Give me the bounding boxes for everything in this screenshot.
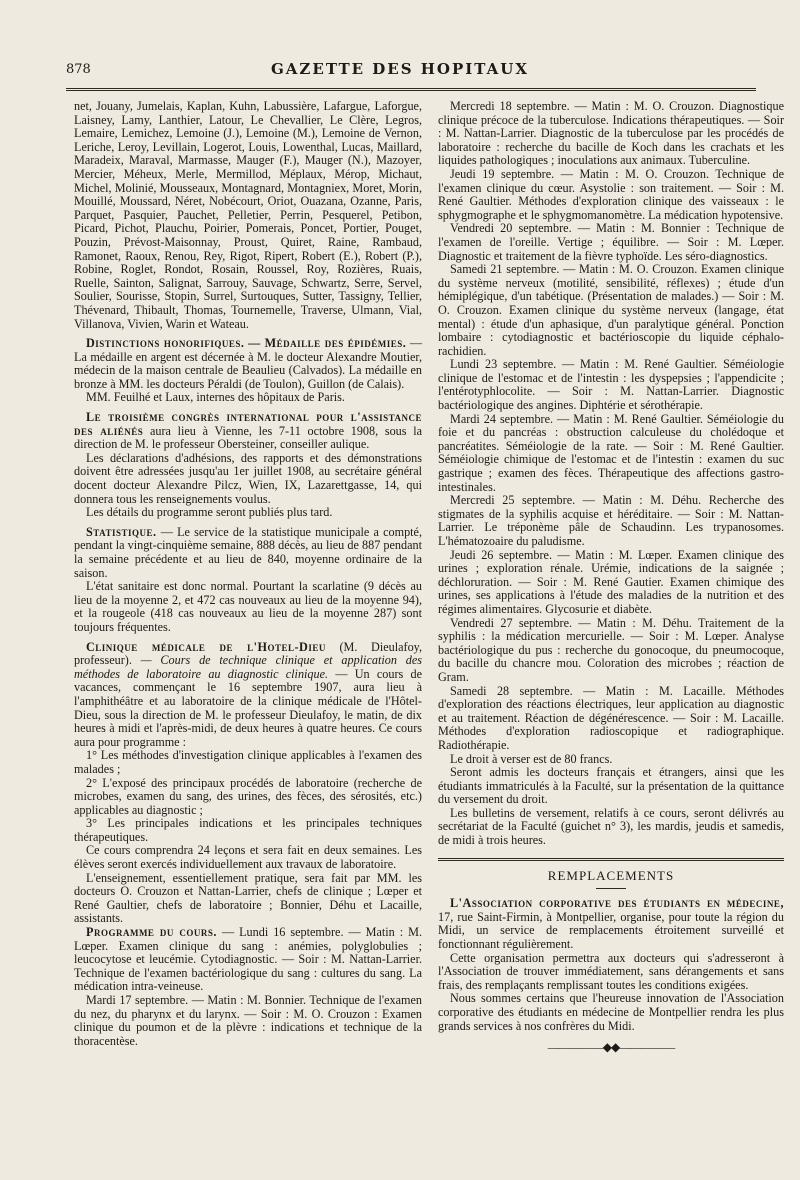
programme-samedi-21: Samedi 21 septembre. — Matin : M. O. Crouzon. Examen clinique du système nerveux (motilité, sensibilité, réflexes) ; étude d'un hémiplégique, d'un tabétique. (Présentation de malades.) — Soir : M. O. Crouzon. Examen clinique du système nerveux (langage, état mental) : étude d'un aphasique, d'un paralytique général. Ponction lombaire : cytodiagnostic et bactérioscopie du liquide céphalo-rachidien. xyxy=(438,262,784,358)
header-rule xyxy=(66,88,756,91)
page-number: 878 xyxy=(66,62,91,77)
clinique-heading: Clinique médicale de l'Hotel-Dieu xyxy=(86,639,326,654)
ornament-divider: —————◆◆————— xyxy=(547,1040,675,1055)
programme-mardi-24: Mardi 24 septembre. — Matin : M. René Gaultier. Séméiologie du foie et du pancréas : obstruction calculeuse du cholédoque et pancréatites. Séméiologie de la rate. — Soir : M. René Gaultier. Séméiologie chimique de l'estomac et de l'intestin : examen du suc gastrique ; examen des fèces. Thérapeutique des affections gastro-intestinales. xyxy=(438,411,784,494)
short-rule xyxy=(596,888,626,889)
programme-lundi-text: — Lundi 16 septembre. — Matin : M. Lœper. Examen clinique du sang : anémies, polyglobulies ; leucocytose et leucémie. Cytodiagnostic. — Soir : M. Nattan-Larrier. Technique de l'examen bactériologique du sang : cultures du sang. La médication intra-veineuse. xyxy=(74,925,422,994)
congres-text: aura lieu à Vienne, les 7-11 octobre 1908, sous la direction de M. le professeur Obersteiner, conseiller aulique. xyxy=(74,423,423,452)
remplacements-text2: Cette organisation permettra aux docteurs qui s'adresseront à l'Association de trouver immédiatement, sans dérangements et sans frais, des remplaçants remplissant toutes les conditions exigées. xyxy=(438,950,784,992)
programme-mercredi-18: Mercredi 18 septembre. — Matin : M. O. Crouzon. Diagnostique clinique précoce de la tuberculose. Indications thérapeutiques. — Soir : M. Nattan-Larrier. Diagnostic de la tuberculose par les procédés de laboratoire : recherche du bacille de Koch dans les crachats et les liquides pathologiques ; inoculations aux animaux. Tuberculine. xyxy=(438,99,784,168)
distinctions-heading: Distinctions honorifiques. xyxy=(86,336,245,351)
clinique-text3: L'enseignement, essentiellement pratique, sera fait par MM. les docteurs O. Crouzon et Nattan-Larrier, chefs de clinique ; Lœper et René Gaultier, chefs de laboratoire ; Bonnier, Déhu et Lacaille, assistants. xyxy=(74,870,422,926)
section-rule xyxy=(438,858,784,861)
programme-mercredi-25: Mercredi 25 septembre. — Matin : M. Déhu. Recherche des stigmates de la syphilis acquise et héréditaire. — Soir : M. Nattan-Larrier. Le tréponème pâle de Schaudinn. Les trypanosomes. L'hématozoaire du paludisme. xyxy=(438,493,784,548)
congres-text3: Les détails du programme seront publiés plus tard. xyxy=(86,505,333,520)
clinique-paragraph xyxy=(74,641,422,750)
congres-text2: Les déclarations d'adhésions, des rapports et des démonstrations doivent être adressées jusqu'au 1er juillet 1908, au secrétaire général docent docteur Alexandre Pilcz, Wien, IX, Lazarettgasse, 14, qui donnera tous les renseignements voulus. xyxy=(74,450,422,506)
distinctions-text: — La médaille en argent est décernée à M. le docteur Alexandre Moutier, médecin de la maison centrale de Beaulieu (Calvados). La médaille en bronze à MM. les docteurs Péraldi (de Toulon), Guillon (de Calais). xyxy=(74,336,422,391)
admission-paragraph: Seront admis les docteurs français et étrangers, ainsi que les étudiants immatriculés à la Faculté, sur la présentation de la quittance du versement du droit. xyxy=(438,765,784,807)
names-list: net, Jouany, Jumelais, Kaplan, Kuhn, Labussière, Lafargue, Laforgue, Laisney, Lamy, Lanthier, Latour, Le Chevallier, Le Clère, Legros, Lemaire, Lemichez, Lemoine (J.), Lemoine (M.), Lemoine de Vernon, Leriche, Leroy, Levillain, Logerot, Louis, Lowenthal, Lucas, Maillard, Maradeix, Maraval, Marmasse, Mauger (F.), Mauger (N.), Mazoyer, Mercier, Méheux, Merle, Mermillod, Méplaux, Mérop, Michaut, Michel, Molinié, Mousseaux, Montagnard, Montagniex, Moret, Morin, Mouillé, Moussard, Néret, Nobécourt, Oriot, Ouazana, Ozanne, Paris, Parquet, Pasquier, Pauchet, Pelletier, Perrin, Pesquerel, Petibon, Picard, Pichot, Plauchu, Poirier, Pomerais, Poncet, Portier, Pouget, Pouzin, Prévost-Maisonnay, Proust, Quiret, Raine, Rambaud, Ramonet, Raoux, Renou, Rey, Rigot, Ripert, Robert (E.), Robert (P.), Robine, Roglet, Rondot, Rosain, Roussel, Roy, Rozières, Ruais, Ruelle, Sainton, Salignat, Sarrouy, Sauvage, Schwartz, Serre, Servel, Soulier, Sourisse, Stopin, Surrel, Surtouques, Sutter, Tassigny, Tellier, Thévenard, Thibault, Thomas, Tournemelle, Traverse, Ulmann, Vial, Villanova, Vivien, Warin et Wateau. xyxy=(74,99,422,331)
clinique-author: (M. Dieulafoy, professeur). xyxy=(74,639,423,668)
clinique-text2: Ce cours comprendra 24 leçons et sera fait en deux semaines. Les élèves seront exercés individuellement aux travaux de laboratoire. xyxy=(74,843,422,872)
journal-title: GAZETTE DES HOPITAUX xyxy=(270,60,529,78)
clinique-item3: 3° Les principales indications et les principales techniques thérapeutiques. xyxy=(74,816,422,844)
distinctions-paragraph xyxy=(74,337,422,391)
statistique-heading: Statistique. xyxy=(86,524,157,539)
congres-heading: Le troisième congrès international pour l'assistance des aliénés xyxy=(74,410,422,438)
programme-samedi-28: Samedi 28 septembre. — Matin : M. Lacaille. Méthodes d'exploration des réactions électriques, leur application au diagnostic et au traitement. Réaction de dégénérescence. — Soir : M. Lacaille. Méthodes d'exploration radioscopique et radiographique. Radiothérapie. xyxy=(438,683,784,752)
statistique-text: — Le service de la statistique municipale a compté, pendant la vingt-cinquième semaine, 888 décès, au lieu de 887 pendant la semaine précédente et au lieu de 840, moyenne ordinaire de la saison. xyxy=(74,524,423,580)
fee-paragraph: Le droit à verser est de 80 francs. xyxy=(450,751,613,766)
programme-jeudi-26: Jeudi 26 septembre. — Matin : M. Lœper. Examen clinique des urines ; exploration rénale. Urémie, indications de la saignée ; déchloruration. — Soir : M. René Gautier. Examen chimique des urines, ses applications à l'étude des maladies de la nutrition et des régimes alimentaires. Glycosurie et diabète. xyxy=(438,547,784,616)
statistique-paragraph xyxy=(74,526,422,580)
association-text: 17, rue Saint-Firmin, à Montpellier, organise, pour toute la région du Midi, un service de remplacements étroitement surveillé et fonctionnant régulièrement. xyxy=(438,909,784,952)
clinique-item1: 1° Les méthodes d'investigation clinique applicables à l'examen des malades ; xyxy=(74,748,422,776)
programme-lundi xyxy=(74,926,422,994)
programme-vendredi-20: Vendredi 20 septembre. — Matin : M. Bonnier : Technique de l'examen de l'oreille. Vertige ; équilibre. — Soir : M. Lœper. Diagnostic et traitement de la fièvre typhoïde. Les séro-diagnostics. xyxy=(438,221,784,263)
remplacements-heading: REMPLACEMENTS xyxy=(547,867,675,883)
remplacements-text3: Nous sommes certains que l'heureuse innovation de l'Association corporative des étudiants en médecine de Montpellier rendra les plus grands services à nos confrères du Midi. xyxy=(438,991,784,1033)
right-column xyxy=(438,100,784,1055)
programme-lundi-23: Lundi 23 septembre. — Matin : M. René Gaultier. Séméiologie clinique de l'estomac et de l'intestin : les dyspepsies ; l'appendicite ; l'entérotyphlocolite. — Soir : M. Nattan-Larrier. Diagnostic bactériologique des angines. Diphtérie et sérothérapie. xyxy=(438,357,784,413)
statistique-text2: L'état sanitaire est donc normal. Pourtant la scarlatine (9 décès au lieu de la moyenne 2, et 472 cas nouveaux au lieu de la moyenne 94), et la rougeole (418 cas nouveaux au lieu de la moyenne 287) sont toujours fréquentes. xyxy=(74,579,422,634)
bulletins-paragraph: Les bulletins de versement, relatifs à ce cours, seront délivrés au secrétariat de la Faculté (guichet n° 3), les mardis, jeudis et samedis, de midi à trois heures. xyxy=(438,805,784,848)
clinique-item2: 2° L'exposé des principaux procédés de laboratoire (recherche de microbes, examen du sang, des urines, des fèces, des sérosités, etc.) applicables au diagnostic ; xyxy=(74,775,422,817)
programme-mardi: Mardi 17 septembre. — Matin : M. Bonnier. Technique de l'examen du nez, du pharynx et du larynx. — Soir : M. O. Crouzon : Examen clinique du poumon et de la plèvre : indications et technique de la thoracentèse. xyxy=(74,993,422,1048)
association-heading: L'Association corporative des étudiants en médecine, xyxy=(450,896,784,911)
clinique-course-title: — Cours de technique clinique et application des méthodes de laboratoire au diagnostic clinique. xyxy=(74,653,423,681)
congres-paragraph xyxy=(74,411,422,452)
programme-vendredi-27: Vendredi 27 septembre. — Matin : M. Déhu. Traitement de la syphilis : la médication mercurielle. — Soir : M. Lœper. Analyse bactériologique du pus : recherche du gonocoque, du pneumocoque, du bacille du chancre mou. Coloration des microbes ; réaction de Gram. xyxy=(438,615,784,684)
left-column xyxy=(74,100,422,1048)
distinctions-text2: MM. Feuilhé et Laux, internes des hôpitaux de Paris. xyxy=(86,390,345,405)
programme-label: Programme du cours. xyxy=(86,925,217,940)
distinctions-subheading: — Médaille des épidémies. xyxy=(247,336,407,351)
association-paragraph xyxy=(438,897,784,951)
programme-jeudi-19: Jeudi 19 septembre. — Matin : M. O. Crouzon. Technique de l'examen clinique du cœur. Asystolie : son traitement. — Soir : M. René Gaultier. Méthodes d'exploration clinique des vaisseaux : le sphygmographe et le sphygmomanomètre. La médication hypotensive. xyxy=(438,166,784,222)
clinique-text: — Un cours de vacances, commençant le 16 septembre 1907, aura lieu à l'amphithéâtre et au laboratoire de la clinique médicale de l'Hôtel-Dieu, sous la direction de M. le professeur Dieulafoy, le matin, de dix heures à midi et l'après-midi, de deux heures à quatre heures. Ce cours aura pour programme : xyxy=(74,666,423,749)
